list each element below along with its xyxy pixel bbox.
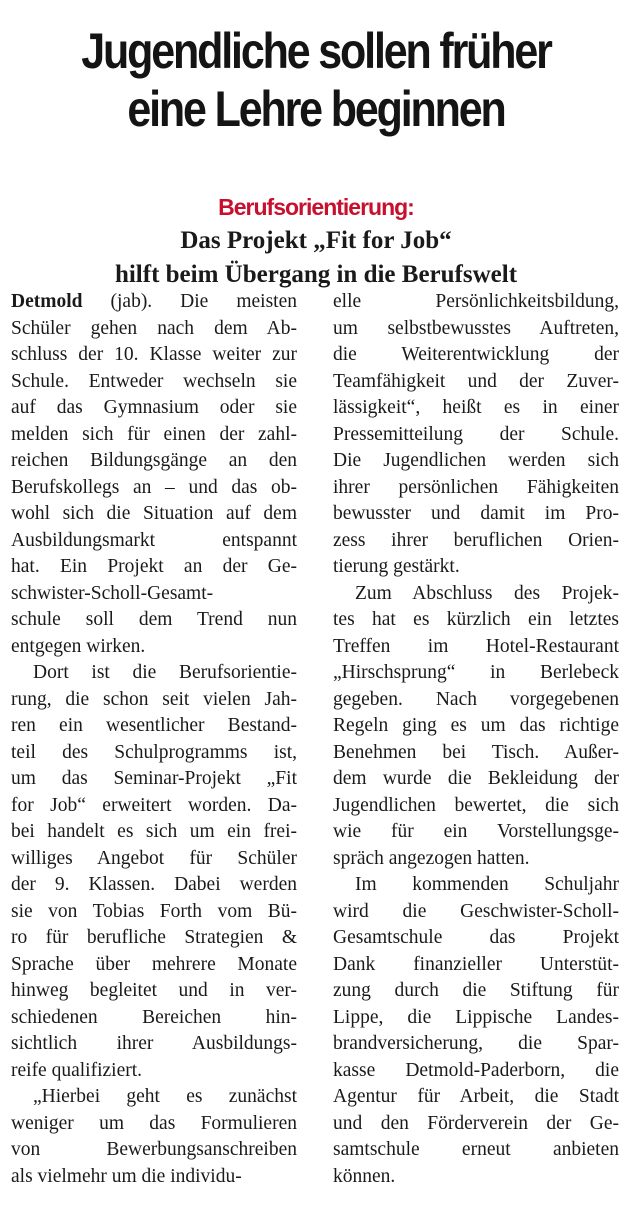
article-paragraph <box>333 872 619 1190</box>
article-line: rung, die schon seit vielen Jah- <box>11 688 297 710</box>
article-line: Detmold (jab). Die meisten <box>11 291 297 312</box>
article-line: Schule. Entweder wechseln sie <box>11 370 297 392</box>
article-line: bewusster und damit im Pro- <box>333 503 619 524</box>
article-line: um selbstbewusstes Auftreten, <box>333 317 619 339</box>
article-line: „Hierbei geht es zunächst <box>33 1086 297 1107</box>
dateline: Detmold <box>11 291 83 312</box>
article-paragraph <box>11 289 297 660</box>
article-line: entgegen wirken. <box>11 635 146 657</box>
subheadline-line-2: hilft beim Übergang in die Berufswelt <box>114 261 518 288</box>
article-line: schwister-Scholl-Gesamt- <box>11 582 214 604</box>
article-line: elle Persönlichkeitsbildung, <box>333 291 619 312</box>
article-line: schule soll dem Trend nun <box>11 609 297 630</box>
article-line: tierung gestärkt. <box>333 556 460 577</box>
article-line: reichen Bildungsgänge an den <box>11 450 297 471</box>
article-line: die Weiterentwicklung der <box>333 344 619 365</box>
article-line: Dank finanzieller Unterstüt- <box>333 953 619 975</box>
article-line: zung durch die Stiftung für <box>333 980 619 1001</box>
headline-line-1: Jugendliche sollen früher <box>81 23 551 79</box>
article-line: reife qualifiziert. <box>11 1059 143 1081</box>
article-line: schiedenen Bereichen hin- <box>11 1006 297 1028</box>
article-line: hinweg begleitet und in ver- <box>11 980 297 1001</box>
article-line: Dort ist die Berufsorientie- <box>33 662 297 683</box>
article-line: Pressemitteilung der Schule. <box>333 423 619 445</box>
article-line: gegeben. Nach vorgegebenen <box>333 688 619 710</box>
article-line: auf das Gymnasium oder sie <box>11 397 297 418</box>
article-line: hat. Ein Projekt an der Ge- <box>11 556 297 577</box>
article-line: teil des Schulprogramms ist, <box>11 741 297 763</box>
article-line: ren ein wesentlicher Bestand- <box>11 715 297 736</box>
subheadline-line-1-rest: Das Projekt „Fit for Job“ <box>180 227 452 254</box>
subheadline <box>0 190 632 292</box>
article-line: samtschule erneut anbieten <box>333 1139 619 1160</box>
article-line: brandversicherung, die Spar- <box>333 1033 619 1054</box>
article-line: Die Jugendlichen werden sich <box>333 450 619 471</box>
article-column-left <box>11 289 297 1190</box>
article-paragraph <box>333 289 619 581</box>
article-line: und den Förderverein der Ge- <box>333 1112 619 1134</box>
headline-line-2: eine Lehre beginnen <box>127 81 505 137</box>
subheadline-kicker: Berufsorientierung: <box>218 194 414 220</box>
article-line: Benehmen bei Tisch. Außer- <box>333 741 619 763</box>
article-line: dem wurde die Bekleidung der <box>333 768 619 789</box>
article-line: „Hirschsprung“ in Berlebeck <box>333 662 619 683</box>
article-line: Zum Abschluss des Projek- <box>355 582 619 604</box>
article-line: Jugendlichen bewertet, die sich <box>333 794 619 816</box>
article-line: Regeln ging es um das richtige <box>333 715 619 736</box>
article-line: ro für berufliche Strategien & <box>11 927 297 948</box>
article-line: Treffen im Hotel-Restaurant <box>333 635 619 657</box>
article-line: können. <box>333 1165 396 1187</box>
headline <box>44 22 588 138</box>
article-line: sichtlich ihrer Ausbildungs- <box>11 1033 297 1054</box>
article-line: Schüler gehen nach dem Ab- <box>11 317 297 339</box>
article-line: williges Angebot für Schüler <box>11 847 297 869</box>
article-line: sie von Tobias Forth vom Bü- <box>11 900 297 922</box>
article-line: als vielmehr um die individu- <box>11 1165 242 1187</box>
subheadline-line-1 <box>0 190 632 258</box>
article-line: wie für ein Vorstellungsge- <box>333 821 619 842</box>
article-line: von Bewerbungsanschreiben <box>11 1139 297 1160</box>
article-line: Berufskollegs an – und das ob- <box>11 476 297 498</box>
article-line: spräch angezogen hatten. <box>333 847 530 869</box>
article-line: Im kommenden Schuljahr <box>355 874 619 895</box>
article-line: tes hat es kürzlich ein letztes <box>333 609 619 630</box>
article-line: for Job“ erweitert worden. Da- <box>11 794 297 816</box>
article-line: melden sich für einen der zahl- <box>11 423 297 445</box>
article-line: Agentur für Arbeit, die Stadt <box>333 1086 619 1107</box>
article-paragraph <box>333 581 619 873</box>
article-line: ihrer persönlichen Fähigkeiten <box>333 476 619 498</box>
article-line: Teamfähigkeit und der Zuver- <box>333 370 619 392</box>
article-line: wird die Geschwister-Scholl- <box>333 900 619 922</box>
article-paragraph <box>11 1084 297 1190</box>
article-line: der 9. Klassen. Dabei werden <box>11 874 297 895</box>
article-line: wohl sich die Situation auf dem <box>11 503 297 524</box>
article-line: schluss der 10. Klasse weiter zur <box>11 344 297 365</box>
article-column-right <box>333 289 619 1190</box>
article-line: kasse Detmold-Paderborn, die <box>333 1059 619 1081</box>
article-line: Gesamtschule das Projekt <box>333 927 619 948</box>
article-paragraph <box>11 660 297 1084</box>
article-line: Sprache über mehrere Monate <box>11 953 297 975</box>
article-line: um das Seminar-Projekt „Fit <box>11 768 297 789</box>
article-line: lässigkeit“, heißt es in einer <box>333 397 619 418</box>
article-line: Lippe, die Lippische Landes- <box>333 1006 619 1028</box>
article-line: Ausbildungsmarkt entspannt <box>11 529 297 551</box>
article-line: bei handelt es sich um ein frei- <box>11 821 297 842</box>
article-line: zess ihrer beruflichen Orien- <box>333 529 619 551</box>
article-line: weniger um das Formulieren <box>11 1112 297 1134</box>
